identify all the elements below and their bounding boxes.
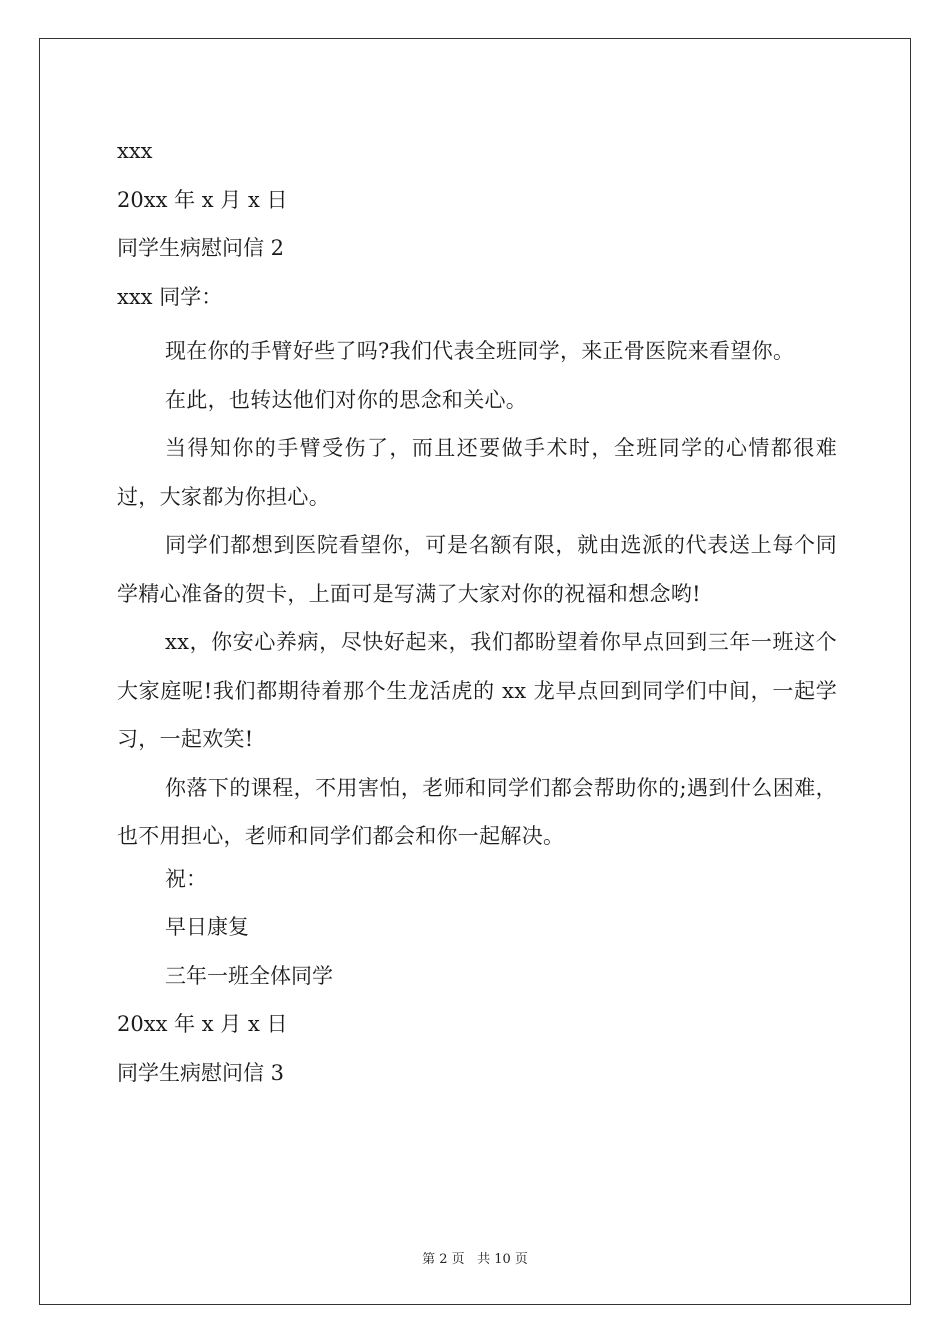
paragraph-6: 你落下的课程，不用害怕，老师和同学们都会帮助你的;遇到什么困难，也不用担心，老师和同学们都会和你一起解决。	[117, 775, 837, 848]
closing-wish: 祝：	[165, 866, 207, 891]
paragraph-3: 当得知你的手臂受伤了，而且还要做手术时，全班同学的心情都很难过，大家都为你担心。	[117, 436, 837, 509]
salutation: xxx 同学：	[117, 284, 223, 309]
page-footer	[0, 1248, 950, 1267]
closing-date: 20xx 年 x 月 x 日	[117, 1012, 288, 1036]
letter-title: 同学生病慰问信 2	[117, 236, 285, 260]
paragraph-1: 现在你的手臂好些了吗?我们代表全班同学，来正骨医院来看望你。	[165, 339, 795, 363]
signature-name: xxx	[117, 139, 153, 163]
next-letter-title: 同学生病慰问信 3	[117, 1060, 285, 1085]
document-body	[117, 133, 837, 1103]
paragraph-5: xx，你安心养病，尽快好起来，我们都盼望着你早点回到三年一班这个大家庭呢!我们都期待着那个生龙活虎的 xx 龙早点回到同学们中间，一起学习，一起欢笑!	[117, 630, 837, 751]
date-line: 20xx 年 x 月 x 日	[117, 187, 288, 212]
paragraph-4: 同学们都想到医院看望你，可是名额有限，就由选派的代表送上每个同学精心准备的贺卡，上面可是写满了大家对你的祝福和想念哟!	[117, 533, 837, 606]
closing-wish-text: 早日康复	[165, 915, 249, 939]
page-total: 共 10 页	[477, 1252, 528, 1267]
closing-sender: 三年一班全体同学	[165, 963, 333, 988]
page-number: 第 2 页	[422, 1252, 465, 1267]
paragraph-2: 在此，也转达他们对你的思念和关心。	[165, 387, 528, 412]
